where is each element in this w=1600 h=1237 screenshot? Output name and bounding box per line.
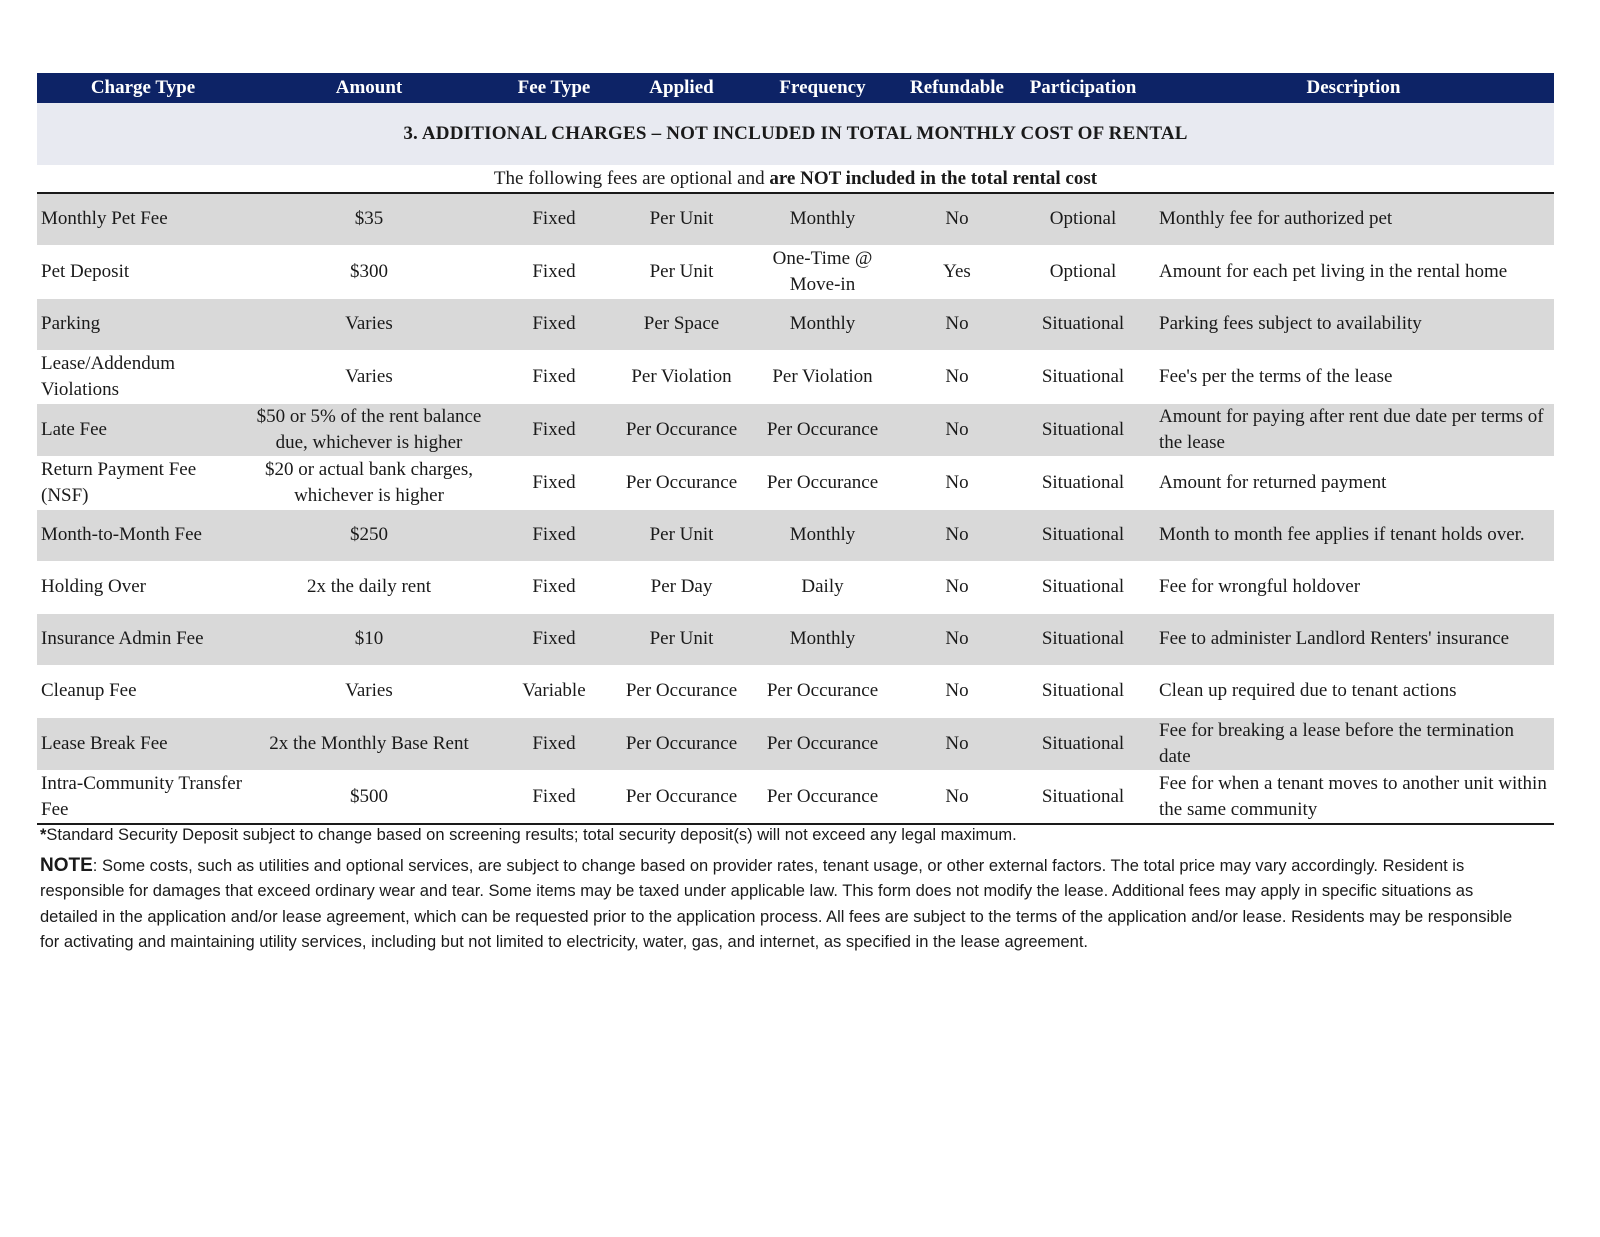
amount-cell: Varies <box>249 665 489 717</box>
amount-cell: $35 <box>249 193 489 245</box>
description-cell: Amount for returned payment <box>1153 456 1554 509</box>
refundable-cell: No <box>901 561 1013 613</box>
description-cell: Fee's per the terms of the lease <box>1153 350 1554 403</box>
description-cell: Monthly fee for authorized pet <box>1153 193 1554 245</box>
column-header-amount: Amount <box>249 73 489 103</box>
table-row <box>37 770 1554 824</box>
subtitle-plain: The following fees are optional and <box>493 167 770 189</box>
applied-cell: Per Occurance <box>619 717 744 770</box>
participation-cell: Optional <box>1013 193 1153 245</box>
refundable-cell: No <box>901 403 1013 456</box>
frequency-cell: Per Violation <box>744 350 901 403</box>
subtitle-bold: are NOT included in the total rental cost <box>769 167 1098 189</box>
table-row <box>37 350 1554 403</box>
applied-cell: Per Unit <box>619 193 744 245</box>
charge-type-cell: Month-to-Month Fee <box>37 509 249 561</box>
refundable-cell: No <box>901 770 1013 824</box>
charge-type-cell: Pet Deposit <box>37 245 249 298</box>
refundable-cell: No <box>901 350 1013 403</box>
participation-cell: Situational <box>1013 613 1153 665</box>
amount-cell: 2x the Monthly Base Rent <box>249 717 489 770</box>
note-paragraph <box>40 853 1520 956</box>
section-title: 3. ADDITIONAL CHARGES – NOT INCLUDED IN TOTAL MONTHLY COST OF RENTAL <box>37 103 1554 165</box>
fee-type-cell: Fixed <box>489 770 619 824</box>
table-row <box>37 509 1554 561</box>
fee-type-cell: Fixed <box>489 613 619 665</box>
charge-type-cell: Monthly Pet Fee <box>37 193 249 245</box>
charge-type-cell: Intra-Community Transfer Fee <box>37 770 249 824</box>
table-body <box>37 193 1554 824</box>
frequency-cell: Monthly <box>744 298 901 350</box>
description-cell: Amount for each pet living in the rental home <box>1153 245 1554 298</box>
charge-type-cell: Lease/Addendum Violations <box>37 350 249 403</box>
fee-type-cell: Fixed <box>489 350 619 403</box>
section-subtitle <box>37 165 1554 193</box>
column-header-participation: Participation <box>1013 73 1153 103</box>
description-cell: Fee for wrongful holdover <box>1153 561 1554 613</box>
applied-cell: Per Violation <box>619 350 744 403</box>
notes-section <box>40 823 1520 960</box>
column-header-refundable: Refundable <box>901 73 1013 103</box>
participation-cell: Situational <box>1013 403 1153 456</box>
refundable-cell: No <box>901 193 1013 245</box>
refundable-cell: No <box>901 613 1013 665</box>
description-cell: Fee for when a tenant moves to another unit within the same community <box>1153 770 1554 824</box>
frequency-cell: Monthly <box>744 613 901 665</box>
frequency-cell: Per Occurance <box>744 770 901 824</box>
applied-cell: Per Occurance <box>619 665 744 717</box>
amount-cell: Varies <box>249 298 489 350</box>
amount-cell: $50 or 5% of the rent balance due, whichever is higher <box>249 403 489 456</box>
amount-cell: $500 <box>249 770 489 824</box>
additional-charges-table <box>37 73 1554 825</box>
security-deposit-footnote <box>40 823 1520 849</box>
footnote-text: Standard Security Deposit subject to change based on screening results; total security deposit(s) will not exceed any legal maximum. <box>46 826 1017 844</box>
participation-cell: Situational <box>1013 561 1153 613</box>
refundable-cell: No <box>901 665 1013 717</box>
table-row <box>37 245 1554 298</box>
description-cell: Fee to administer Landlord Renters' insurance <box>1153 613 1554 665</box>
fee-type-cell: Fixed <box>489 561 619 613</box>
charge-type-cell: Return Payment Fee (NSF) <box>37 456 249 509</box>
charge-type-cell: Parking <box>37 298 249 350</box>
footnote-asterisk: * <box>40 826 47 844</box>
applied-cell: Per Occurance <box>619 456 744 509</box>
refundable-cell: No <box>901 509 1013 561</box>
charge-type-cell: Holding Over <box>37 561 249 613</box>
table-row <box>37 613 1554 665</box>
fee-type-cell: Fixed <box>489 245 619 298</box>
applied-cell: Per Occurance <box>619 770 744 824</box>
frequency-cell: Per Occurance <box>744 456 901 509</box>
table-row <box>37 717 1554 770</box>
applied-cell: Per Day <box>619 561 744 613</box>
column-header-description: Description <box>1153 73 1554 103</box>
amount-cell: 2x the daily rent <box>249 561 489 613</box>
fee-type-cell: Variable <box>489 665 619 717</box>
frequency-cell: One-Time @ Move-in <box>744 245 901 298</box>
participation-cell: Situational <box>1013 456 1153 509</box>
table-row <box>37 561 1554 613</box>
fee-type-cell: Fixed <box>489 509 619 561</box>
participation-cell: Situational <box>1013 298 1153 350</box>
table-row <box>37 193 1554 245</box>
refundable-cell: No <box>901 298 1013 350</box>
description-cell: Amount for paying after rent due date per terms of the lease <box>1153 403 1554 456</box>
description-cell: Parking fees subject to availability <box>1153 298 1554 350</box>
amount-cell: $250 <box>249 509 489 561</box>
description-cell: Fee for breaking a lease before the termination date <box>1153 717 1554 770</box>
table-row <box>37 665 1554 717</box>
frequency-cell: Daily <box>744 561 901 613</box>
fees-document <box>37 73 1554 825</box>
fee-type-cell: Fixed <box>489 298 619 350</box>
amount-cell: $300 <box>249 245 489 298</box>
refundable-cell: Yes <box>901 245 1013 298</box>
description-cell: Clean up required due to tenant actions <box>1153 665 1554 717</box>
table-row <box>37 456 1554 509</box>
column-header-fee-type: Fee Type <box>489 73 619 103</box>
frequency-cell: Monthly <box>744 509 901 561</box>
description-cell: Month to month fee applies if tenant holds over. <box>1153 509 1554 561</box>
applied-cell: Per Unit <box>619 509 744 561</box>
participation-cell: Situational <box>1013 509 1153 561</box>
applied-cell: Per Occurance <box>619 403 744 456</box>
fee-type-cell: Fixed <box>489 717 619 770</box>
table-row <box>37 298 1554 350</box>
participation-cell: Situational <box>1013 350 1153 403</box>
charge-type-cell: Insurance Admin Fee <box>37 613 249 665</box>
frequency-cell: Per Occurance <box>744 665 901 717</box>
participation-cell: Situational <box>1013 717 1153 770</box>
table-header <box>37 73 1554 103</box>
note-text: : Some costs, such as utilities and optional services, are subject to change based on provider rates, tenant usage, or other external factors. The total price may vary accordingly. Resident is responsible for damages that exceed ordinary wear and tear. Some items may be taxed under applicable law. This form does not modify the lease. Additional fees may apply in specific situations as detailed in the application and/or lease agreement, which can be requested prior to the application process. All fees are subject to the terms of the application and/or lease. Residents may be responsible for activating and maintaining utility services, including but not limited to electricity, water, gas, and internet, as specified in the lease agreement. <box>40 856 1513 951</box>
fee-type-cell: Fixed <box>489 456 619 509</box>
participation-cell: Situational <box>1013 665 1153 717</box>
table-row <box>37 403 1554 456</box>
amount-cell: Varies <box>249 350 489 403</box>
note-label: NOTE <box>40 854 93 876</box>
applied-cell: Per Unit <box>619 245 744 298</box>
frequency-cell: Per Occurance <box>744 403 901 456</box>
fee-type-cell: Fixed <box>489 403 619 456</box>
column-header-charge-type: Charge Type <box>37 73 249 103</box>
refundable-cell: No <box>901 456 1013 509</box>
charge-type-cell: Late Fee <box>37 403 249 456</box>
fee-type-cell: Fixed <box>489 193 619 245</box>
amount-cell: $20 or actual bank charges, whichever is higher <box>249 456 489 509</box>
participation-cell: Optional <box>1013 245 1153 298</box>
column-header-frequency: Frequency <box>744 73 901 103</box>
applied-cell: Per Unit <box>619 613 744 665</box>
refundable-cell: No <box>901 717 1013 770</box>
frequency-cell: Monthly <box>744 193 901 245</box>
charge-type-cell: Cleanup Fee <box>37 665 249 717</box>
amount-cell: $10 <box>249 613 489 665</box>
charge-type-cell: Lease Break Fee <box>37 717 249 770</box>
frequency-cell: Per Occurance <box>744 717 901 770</box>
column-header-applied: Applied <box>619 73 744 103</box>
participation-cell: Situational <box>1013 770 1153 824</box>
applied-cell: Per Space <box>619 298 744 350</box>
